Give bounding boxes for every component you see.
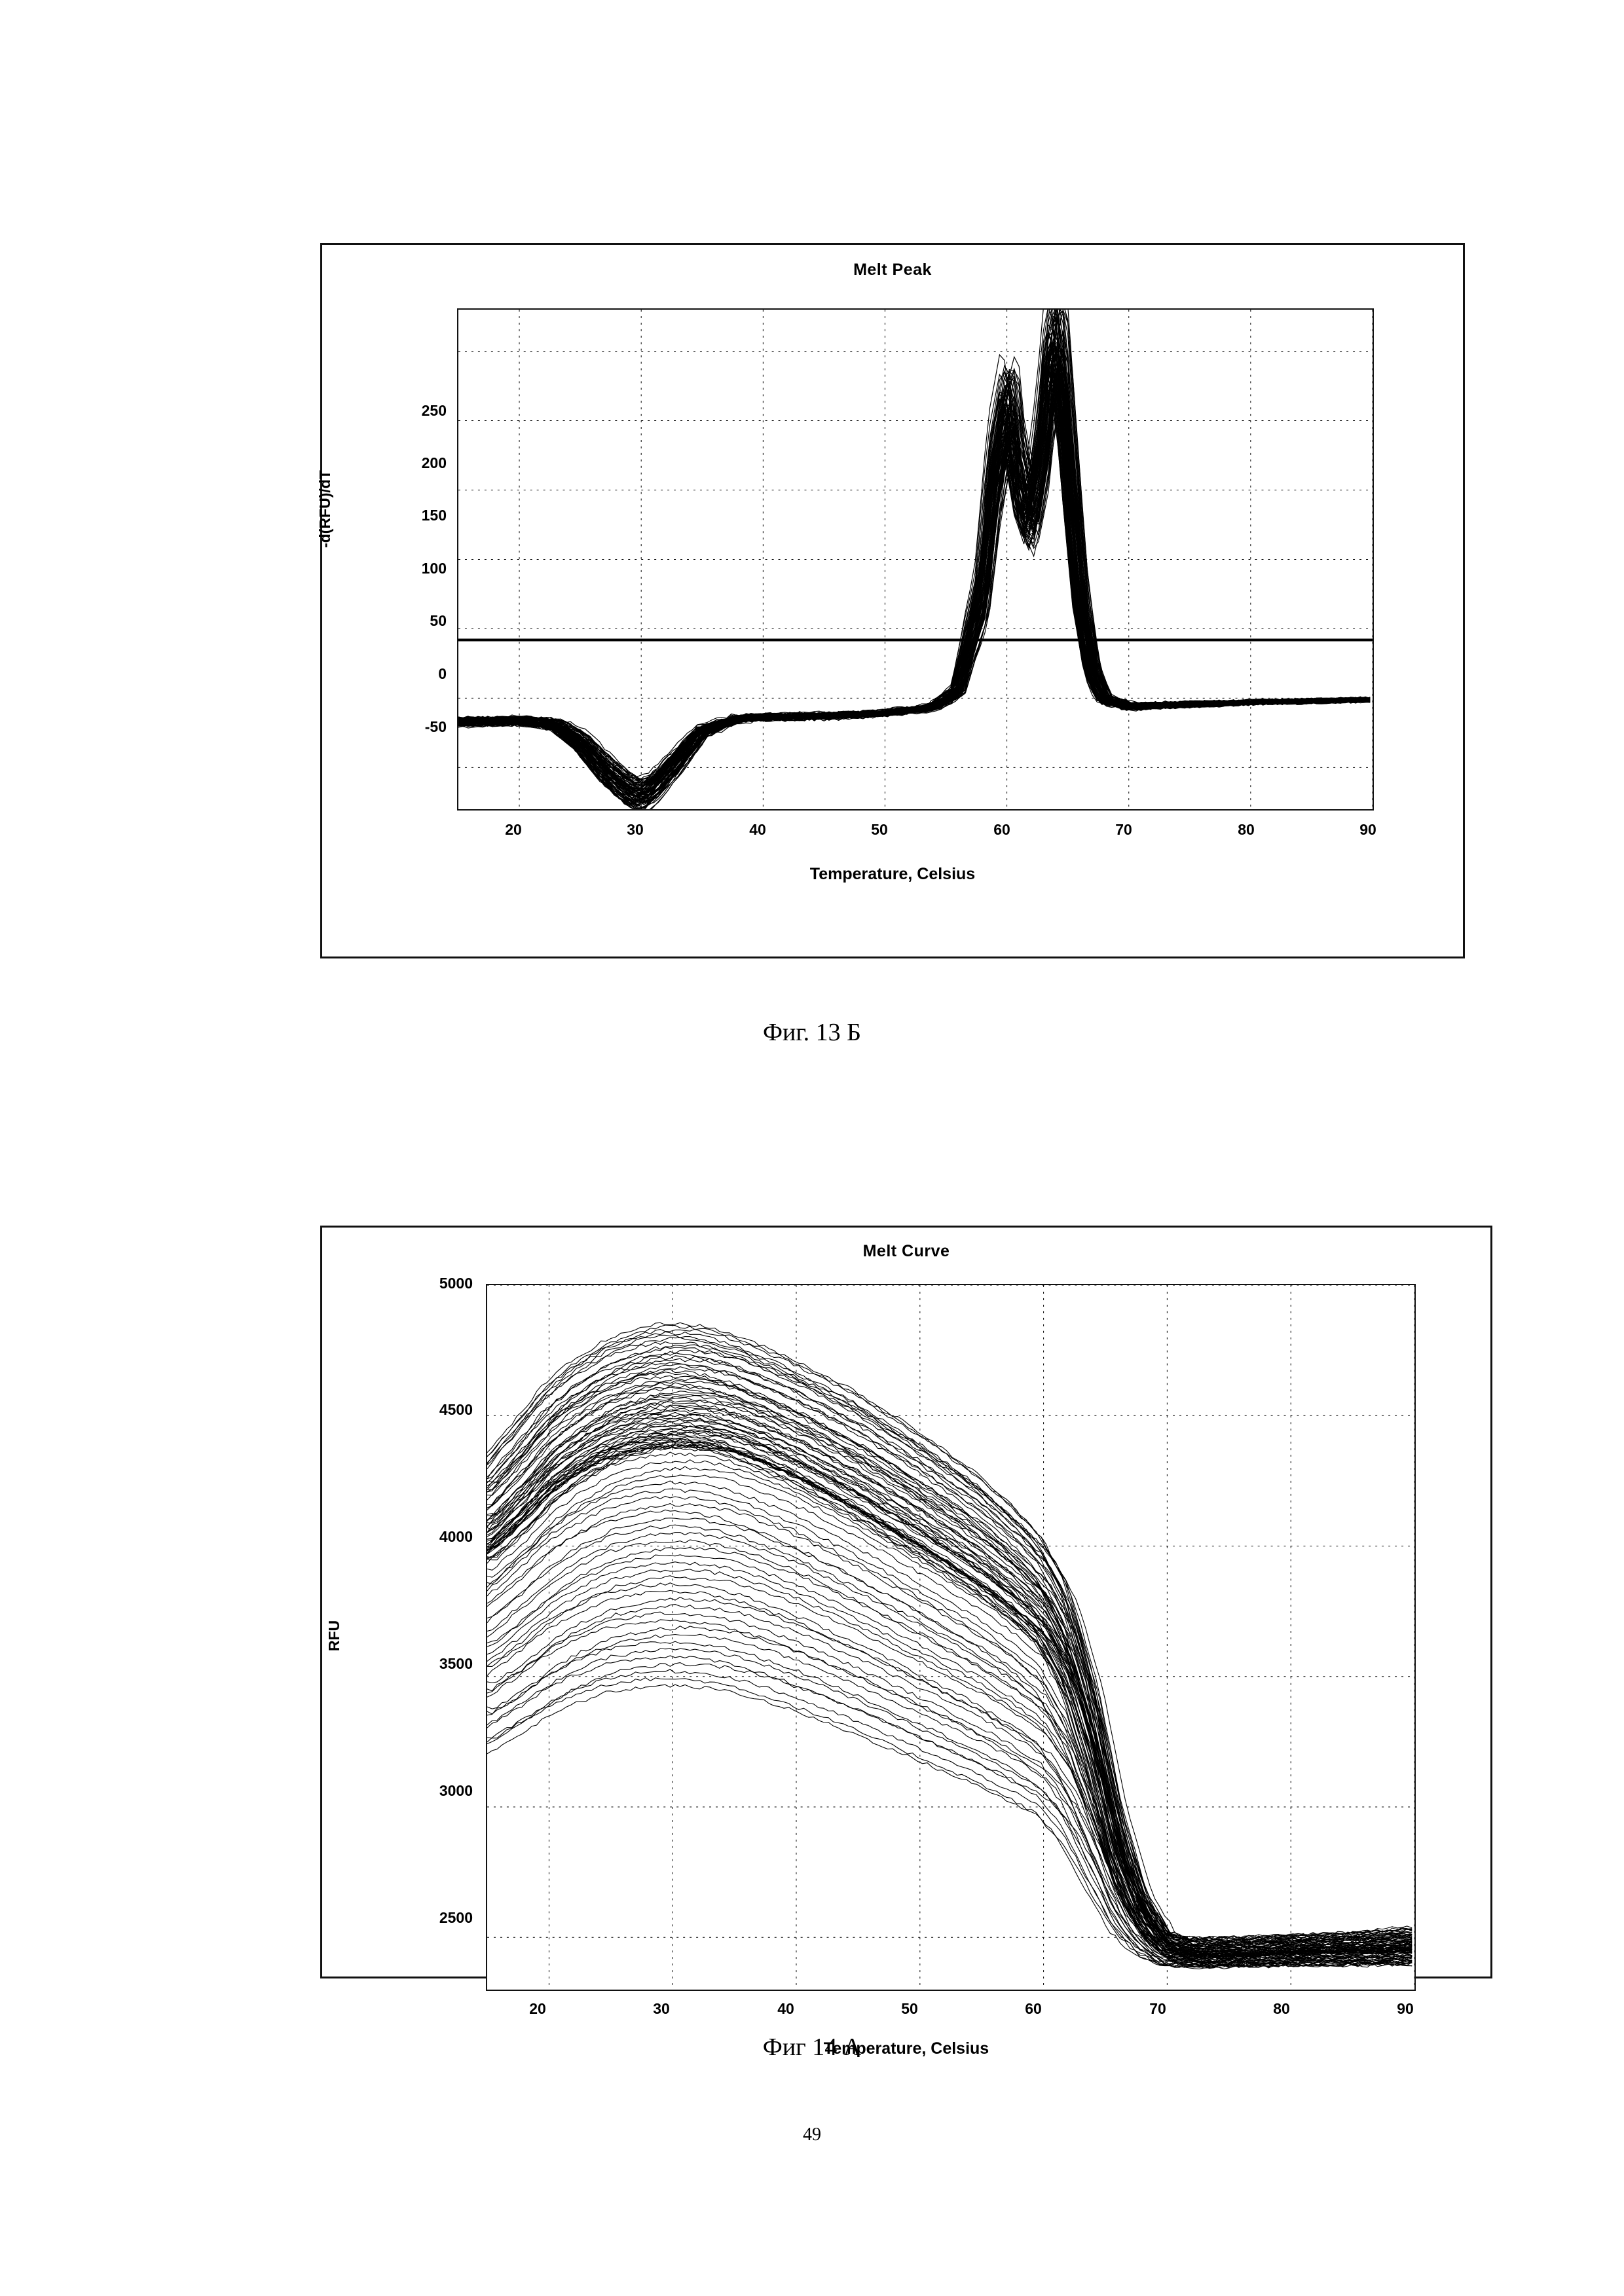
melt-peak-trace bbox=[458, 348, 1370, 795]
melt-curve-trace bbox=[487, 1431, 1412, 1955]
melt-peak-trace bbox=[458, 355, 1370, 797]
melt-curve-trace bbox=[487, 1419, 1412, 1952]
melt-curve-trace bbox=[487, 1414, 1412, 1952]
melt-peak-trace bbox=[458, 310, 1370, 786]
melt-peak-trace bbox=[458, 316, 1370, 785]
melt-peak-trace bbox=[458, 346, 1370, 791]
melt-curve-trace bbox=[487, 1685, 1412, 1969]
melt-peak-xtick-50: 50 bbox=[871, 821, 888, 838]
melt-curve-trace bbox=[487, 1669, 1412, 1967]
melt-curve-trace bbox=[487, 1381, 1412, 1946]
melt-curve-xtick-30: 30 bbox=[653, 2000, 670, 2017]
melt-curve-trace bbox=[487, 1408, 1412, 1952]
melt-curve-trace bbox=[487, 1394, 1412, 1949]
melt-curve-xtick-40: 40 bbox=[777, 2000, 794, 2017]
melt-peak-trace bbox=[458, 330, 1370, 791]
melt-peak-trace bbox=[458, 344, 1370, 793]
melt-peak-xtick-30: 30 bbox=[627, 821, 644, 838]
melt-peak-trace bbox=[458, 368, 1370, 800]
melt-peak-trace bbox=[458, 380, 1370, 803]
melt-curve-trace bbox=[487, 1444, 1412, 1957]
melt-peak-trace bbox=[458, 363, 1370, 799]
melt-peak-trace bbox=[458, 334, 1370, 789]
melt-peak-ytick-50: 50 bbox=[430, 612, 447, 629]
melt-curve-xtick-20: 20 bbox=[529, 2000, 546, 2017]
melt-peak-trace bbox=[458, 315, 1370, 787]
melt-peak-trace bbox=[458, 370, 1370, 798]
melt-curve-trace bbox=[487, 1417, 1412, 1952]
melt-peak-trace bbox=[458, 349, 1370, 795]
melt-curve-trace bbox=[487, 1429, 1412, 1954]
melt-curve-trace bbox=[487, 1353, 1412, 1942]
melt-curve-trace bbox=[487, 1460, 1412, 1958]
melt-curve-trace bbox=[487, 1419, 1412, 1953]
melt-peak-trace bbox=[458, 332, 1370, 790]
melt-peak-trace bbox=[458, 361, 1370, 795]
melt-peak-trace bbox=[458, 370, 1370, 799]
melt-peak-ytick-200: 200 bbox=[421, 454, 447, 471]
melt-peak-trace bbox=[458, 348, 1370, 793]
melt-peak-trace bbox=[458, 384, 1370, 801]
melt-curve-y-axis-label: RFU bbox=[325, 1620, 343, 1652]
melt-peak-trace bbox=[458, 365, 1370, 797]
melt-curve-trace bbox=[487, 1376, 1412, 1946]
melt-curve-xtick-90: 90 bbox=[1397, 2000, 1414, 2017]
melt-peak-trace bbox=[458, 331, 1370, 790]
melt-peak-trace bbox=[458, 318, 1370, 785]
melt-curve-trace bbox=[487, 1504, 1412, 1961]
melt-peak-trace bbox=[458, 382, 1370, 804]
melt-curve-trace bbox=[487, 1421, 1412, 1954]
melt-peak-xtick-80: 80 bbox=[1238, 821, 1255, 838]
melt-peak-xtick-60: 60 bbox=[993, 821, 1010, 838]
melt-curve-trace bbox=[487, 1634, 1412, 1966]
melt-peak-trace bbox=[458, 372, 1370, 801]
melt-curve-xtick-80: 80 bbox=[1273, 2000, 1290, 2017]
melt-peak-trace bbox=[458, 325, 1370, 788]
melt-curve-trace bbox=[487, 1562, 1412, 1963]
melt-curve-trace bbox=[487, 1441, 1412, 1957]
melt-peak-x-axis-label: Temperature, Celsius bbox=[809, 865, 976, 883]
melt-curve-trace bbox=[487, 1569, 1412, 1963]
melt-curve-trace bbox=[487, 1378, 1412, 1947]
melt-curve-trace bbox=[487, 1437, 1412, 1956]
page-number: 49 bbox=[803, 2124, 821, 2145]
melt-peak-plot-area bbox=[457, 308, 1374, 811]
melt-curve-trace bbox=[487, 1620, 1412, 1966]
melt-curve-trace bbox=[487, 1400, 1412, 1950]
melt-peak-ytick-0: 0 bbox=[438, 665, 447, 682]
melt-peak-trace bbox=[458, 358, 1370, 798]
melt-curve-traces bbox=[487, 1322, 1412, 1969]
melt-peak-trace bbox=[458, 358, 1370, 796]
melt-curve-chart-title: Melt Curve bbox=[862, 1242, 950, 1260]
melt-peak-trace bbox=[458, 350, 1370, 794]
melt-peak-trace bbox=[458, 373, 1370, 801]
melt-peak-trace bbox=[458, 343, 1370, 793]
melt-peak-trace bbox=[458, 348, 1370, 796]
melt-peak-y-axis-label: -d(RFU)/dT bbox=[316, 470, 333, 548]
melt-curve-trace bbox=[487, 1444, 1412, 1957]
melt-curve-trace bbox=[487, 1362, 1412, 1945]
melt-curve-xtick-60: 60 bbox=[1025, 2000, 1042, 2017]
melt-peak-trace bbox=[458, 371, 1370, 799]
melt-peak-trace bbox=[458, 335, 1370, 791]
melt-peak-trace bbox=[458, 372, 1370, 801]
melt-peak-trace bbox=[458, 371, 1370, 803]
melt-curve-trace bbox=[487, 1439, 1412, 1956]
melt-peak-trace bbox=[458, 339, 1370, 790]
melt-peak-trace bbox=[458, 346, 1370, 790]
melt-curve-ytick-5000: 5000 bbox=[439, 1275, 473, 1292]
figure-14a-caption: Фиг 14 А bbox=[762, 2033, 862, 2061]
melt-peak-trace bbox=[458, 374, 1370, 803]
melt-peak-trace bbox=[458, 369, 1370, 801]
melt-peak-trace bbox=[458, 364, 1370, 798]
melt-peak-trace bbox=[458, 332, 1370, 789]
melt-peak-ytick-minus50: -50 bbox=[424, 718, 447, 735]
melt-curve-trace bbox=[487, 1335, 1412, 1941]
melt-peak-trace bbox=[458, 377, 1370, 802]
melt-peak-traces bbox=[458, 310, 1370, 809]
melt-curve-trace bbox=[487, 1350, 1412, 1943]
melt-curve-trace bbox=[487, 1429, 1412, 1955]
melt-curve-trace bbox=[487, 1649, 1412, 1967]
melt-peak-trace bbox=[458, 342, 1370, 792]
melt-peak-trace bbox=[458, 382, 1370, 803]
melt-curve-trace bbox=[487, 1397, 1412, 1949]
melt-peak-xtick-40: 40 bbox=[749, 821, 766, 838]
melt-peak-trace bbox=[458, 354, 1370, 795]
melt-peak-trace bbox=[458, 335, 1370, 790]
melt-curve-trace bbox=[487, 1410, 1412, 1952]
melt-peak-trace bbox=[458, 320, 1370, 786]
melt-curve-trace bbox=[487, 1338, 1412, 1941]
melt-curve-ytick-3500: 3500 bbox=[439, 1655, 473, 1672]
melt-peak-ytick-150: 150 bbox=[421, 507, 447, 524]
melt-curve-trace bbox=[487, 1590, 1412, 1964]
figure-13b-frame bbox=[316, 243, 1465, 958]
melt-curve-trace bbox=[487, 1641, 1412, 1967]
melt-peak-ytick-100: 100 bbox=[421, 560, 447, 577]
melt-curve-trace bbox=[487, 1446, 1412, 1957]
melt-curve-plot-area bbox=[486, 1284, 1416, 1991]
melt-curve-trace bbox=[487, 1678, 1412, 1969]
melt-peak-trace bbox=[458, 385, 1370, 803]
melt-curve-xtick-50: 50 bbox=[901, 2000, 918, 2017]
melt-peak-trace bbox=[458, 365, 1370, 799]
melt-peak-trace bbox=[458, 346, 1370, 792]
melt-curve-ytick-2500: 2500 bbox=[439, 1909, 473, 1926]
melt-curve-xtick-70: 70 bbox=[1149, 2000, 1166, 2017]
melt-peak-ytick-250: 250 bbox=[421, 402, 447, 419]
melt-peak-trace bbox=[458, 320, 1370, 790]
melt-curve-trace bbox=[487, 1358, 1412, 1944]
melt-curve-trace bbox=[487, 1387, 1412, 1948]
melt-curve-trace bbox=[487, 1576, 1412, 1963]
melt-curve-x-axis-label: Temperature, Celsius bbox=[823, 2039, 989, 2058]
melt-curve-trace bbox=[487, 1663, 1412, 1968]
melt-curve-svg bbox=[487, 1285, 1414, 1990]
melt-peak-trace bbox=[458, 380, 1370, 804]
figure-13b-caption: Фиг. 13 Б bbox=[763, 1019, 861, 1046]
melt-curve-ytick-3000: 3000 bbox=[439, 1782, 473, 1799]
melt-curve-ytick-4500: 4500 bbox=[439, 1401, 473, 1418]
melt-peak-svg bbox=[458, 310, 1373, 809]
melt-peak-trace bbox=[458, 374, 1370, 803]
melt-peak-trace bbox=[458, 354, 1370, 797]
melt-curve-trace bbox=[487, 1510, 1412, 1960]
melt-peak-trace bbox=[458, 379, 1370, 805]
melt-peak-chart-title: Melt Peak bbox=[853, 261, 932, 279]
melt-curve-trace bbox=[487, 1612, 1412, 1965]
melt-peak-trace bbox=[458, 351, 1370, 795]
melt-peak-xtick-20: 20 bbox=[505, 821, 522, 838]
melt-peak-xtick-70: 70 bbox=[1115, 821, 1132, 838]
melt-peak-trace bbox=[458, 342, 1370, 792]
melt-curve-trace bbox=[487, 1437, 1412, 1956]
melt-curve-ytick-4000: 4000 bbox=[439, 1528, 473, 1545]
melt-curve-trace bbox=[487, 1443, 1412, 1957]
melt-curve-trace bbox=[487, 1445, 1412, 1957]
melt-curve-gridlines bbox=[487, 1285, 1414, 1990]
melt-curve-trace bbox=[487, 1406, 1412, 1951]
melt-curve-trace bbox=[487, 1605, 1412, 1965]
melt-curve-trace bbox=[487, 1332, 1412, 1941]
melt-peak-trace bbox=[458, 354, 1370, 795]
melt-peak-trace bbox=[458, 378, 1370, 803]
melt-curve-trace bbox=[487, 1533, 1412, 1962]
melt-peak-gridlines bbox=[458, 310, 1373, 809]
melt-curve-trace bbox=[487, 1345, 1412, 1942]
melt-peak-trace bbox=[458, 392, 1370, 808]
melt-peak-trace bbox=[458, 342, 1370, 793]
melt-peak-trace bbox=[458, 312, 1370, 786]
melt-peak-trace bbox=[458, 364, 1370, 797]
melt-peak-xtick-90: 90 bbox=[1359, 821, 1376, 838]
